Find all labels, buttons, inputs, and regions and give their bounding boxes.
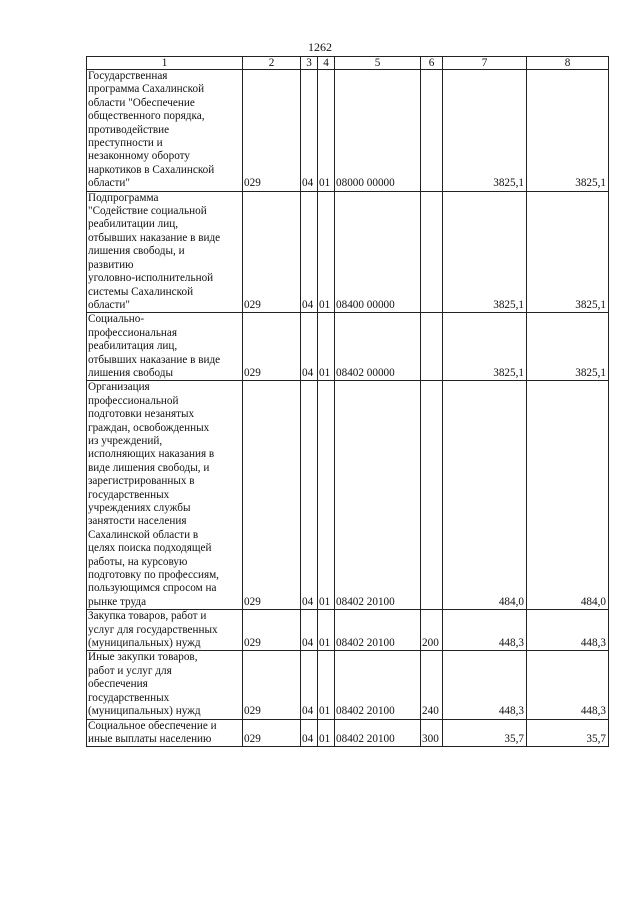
row-sum-col8: 484,0 bbox=[527, 381, 609, 610]
row-sum-col8: 448,3 bbox=[527, 610, 609, 651]
header-cell-2: 2 bbox=[243, 57, 301, 70]
row-name: Организация профессиональной подготовки незанятых граждан, освобожденных из учреждений, исполняющих наказания в виде лишения свободы, и зарегистрированных в государственных учреждениях службы занятости населения Сахалинской области в целях поиска подходящей работы, на курсовую подготовку по профессиям, пользующимся спросом на рынке труда bbox=[87, 381, 243, 610]
row-sum-col7: 3825,1 bbox=[443, 191, 527, 313]
table-row bbox=[87, 70, 609, 192]
row-target-code: 08402 20100 bbox=[335, 610, 421, 651]
row-target-code: 08402 20100 bbox=[335, 719, 421, 747]
row-ministry-code: 029 bbox=[243, 70, 301, 192]
row-ministry-code: 029 bbox=[243, 719, 301, 747]
row-section-code: 04 bbox=[301, 191, 318, 313]
row-sum-col7: 448,3 bbox=[443, 610, 527, 651]
row-ministry-code: 029 bbox=[243, 610, 301, 651]
table-row bbox=[87, 651, 609, 719]
table-row bbox=[87, 381, 609, 610]
row-subsection-code: 01 bbox=[318, 381, 335, 610]
row-sum-col7: 3825,1 bbox=[443, 313, 527, 381]
row-expense-code bbox=[421, 70, 443, 192]
table-row bbox=[87, 719, 609, 747]
row-name: Социальное обеспечение и иные выплаты населению bbox=[87, 719, 243, 747]
row-target-code: 08000 00000 bbox=[335, 70, 421, 192]
row-section-code: 04 bbox=[301, 70, 318, 192]
table-row bbox=[87, 313, 609, 381]
header-row bbox=[87, 57, 609, 70]
row-sum-col7: 448,3 bbox=[443, 651, 527, 719]
row-name: Государственная программа Сахалинской области "Обеспечение общественного порядка, противодействие преступности и незаконному обороту наркотиков в Сахалинской области" bbox=[87, 70, 243, 192]
row-target-code: 08402 20100 bbox=[335, 651, 421, 719]
budget-table bbox=[86, 56, 609, 747]
row-expense-code: 200 bbox=[421, 610, 443, 651]
header-cell-6: 6 bbox=[421, 57, 443, 70]
row-name: Подпрограмма "Содействие социальной реабилитации лиц, отбывших наказание в виде лишения свободы, и развитию уголовно-исполнительной системы Сахалинской области" bbox=[87, 191, 243, 313]
row-expense-code: 240 bbox=[421, 651, 443, 719]
row-ministry-code: 029 bbox=[243, 191, 301, 313]
row-expense-code: 300 bbox=[421, 719, 443, 747]
table-row bbox=[87, 191, 609, 313]
row-sum-col8: 35,7 bbox=[527, 719, 609, 747]
header-cell-7: 7 bbox=[443, 57, 527, 70]
row-sum-col7: 35,7 bbox=[443, 719, 527, 747]
row-section-code: 04 bbox=[301, 313, 318, 381]
row-name: Иные закупки товаров, работ и услуг для обеспечения государственных (муниципальных) нужд bbox=[87, 651, 243, 719]
row-expense-code bbox=[421, 191, 443, 313]
header-cell-1: 1 bbox=[87, 57, 243, 70]
row-expense-code bbox=[421, 381, 443, 610]
header-cell-3: 3 bbox=[301, 57, 318, 70]
row-subsection-code: 01 bbox=[318, 70, 335, 192]
row-target-code: 08402 20100 bbox=[335, 381, 421, 610]
page-number: 1262 bbox=[308, 40, 332, 54]
row-name: Закупка товаров, работ и услуг для государственных (муниципальных) нужд bbox=[87, 610, 243, 651]
row-sum-col7: 484,0 bbox=[443, 381, 527, 610]
row-expense-code bbox=[421, 313, 443, 381]
row-subsection-code: 01 bbox=[318, 191, 335, 313]
header-cell-4: 4 bbox=[318, 57, 335, 70]
row-ministry-code: 029 bbox=[243, 313, 301, 381]
row-sum-col8: 3825,1 bbox=[527, 70, 609, 192]
row-target-code: 08402 00000 bbox=[335, 313, 421, 381]
row-subsection-code: 01 bbox=[318, 610, 335, 651]
row-name: Социально- профессиональная реабилитация лиц, отбывших наказание в виде лишения свободы bbox=[87, 313, 243, 381]
row-subsection-code: 01 bbox=[318, 651, 335, 719]
row-section-code: 04 bbox=[301, 610, 318, 651]
row-subsection-code: 01 bbox=[318, 719, 335, 747]
row-subsection-code: 01 bbox=[318, 313, 335, 381]
header-cell-8: 8 bbox=[527, 57, 609, 70]
row-section-code: 04 bbox=[301, 719, 318, 747]
row-ministry-code: 029 bbox=[243, 381, 301, 610]
header-cell-5: 5 bbox=[335, 57, 421, 70]
row-sum-col8: 3825,1 bbox=[527, 313, 609, 381]
row-section-code: 04 bbox=[301, 651, 318, 719]
row-ministry-code: 029 bbox=[243, 651, 301, 719]
row-sum-col8: 3825,1 bbox=[527, 191, 609, 313]
row-sum-col8: 448,3 bbox=[527, 651, 609, 719]
row-section-code: 04 bbox=[301, 381, 318, 610]
table-row bbox=[87, 610, 609, 651]
row-sum-col7: 3825,1 bbox=[443, 70, 527, 192]
row-target-code: 08400 00000 bbox=[335, 191, 421, 313]
